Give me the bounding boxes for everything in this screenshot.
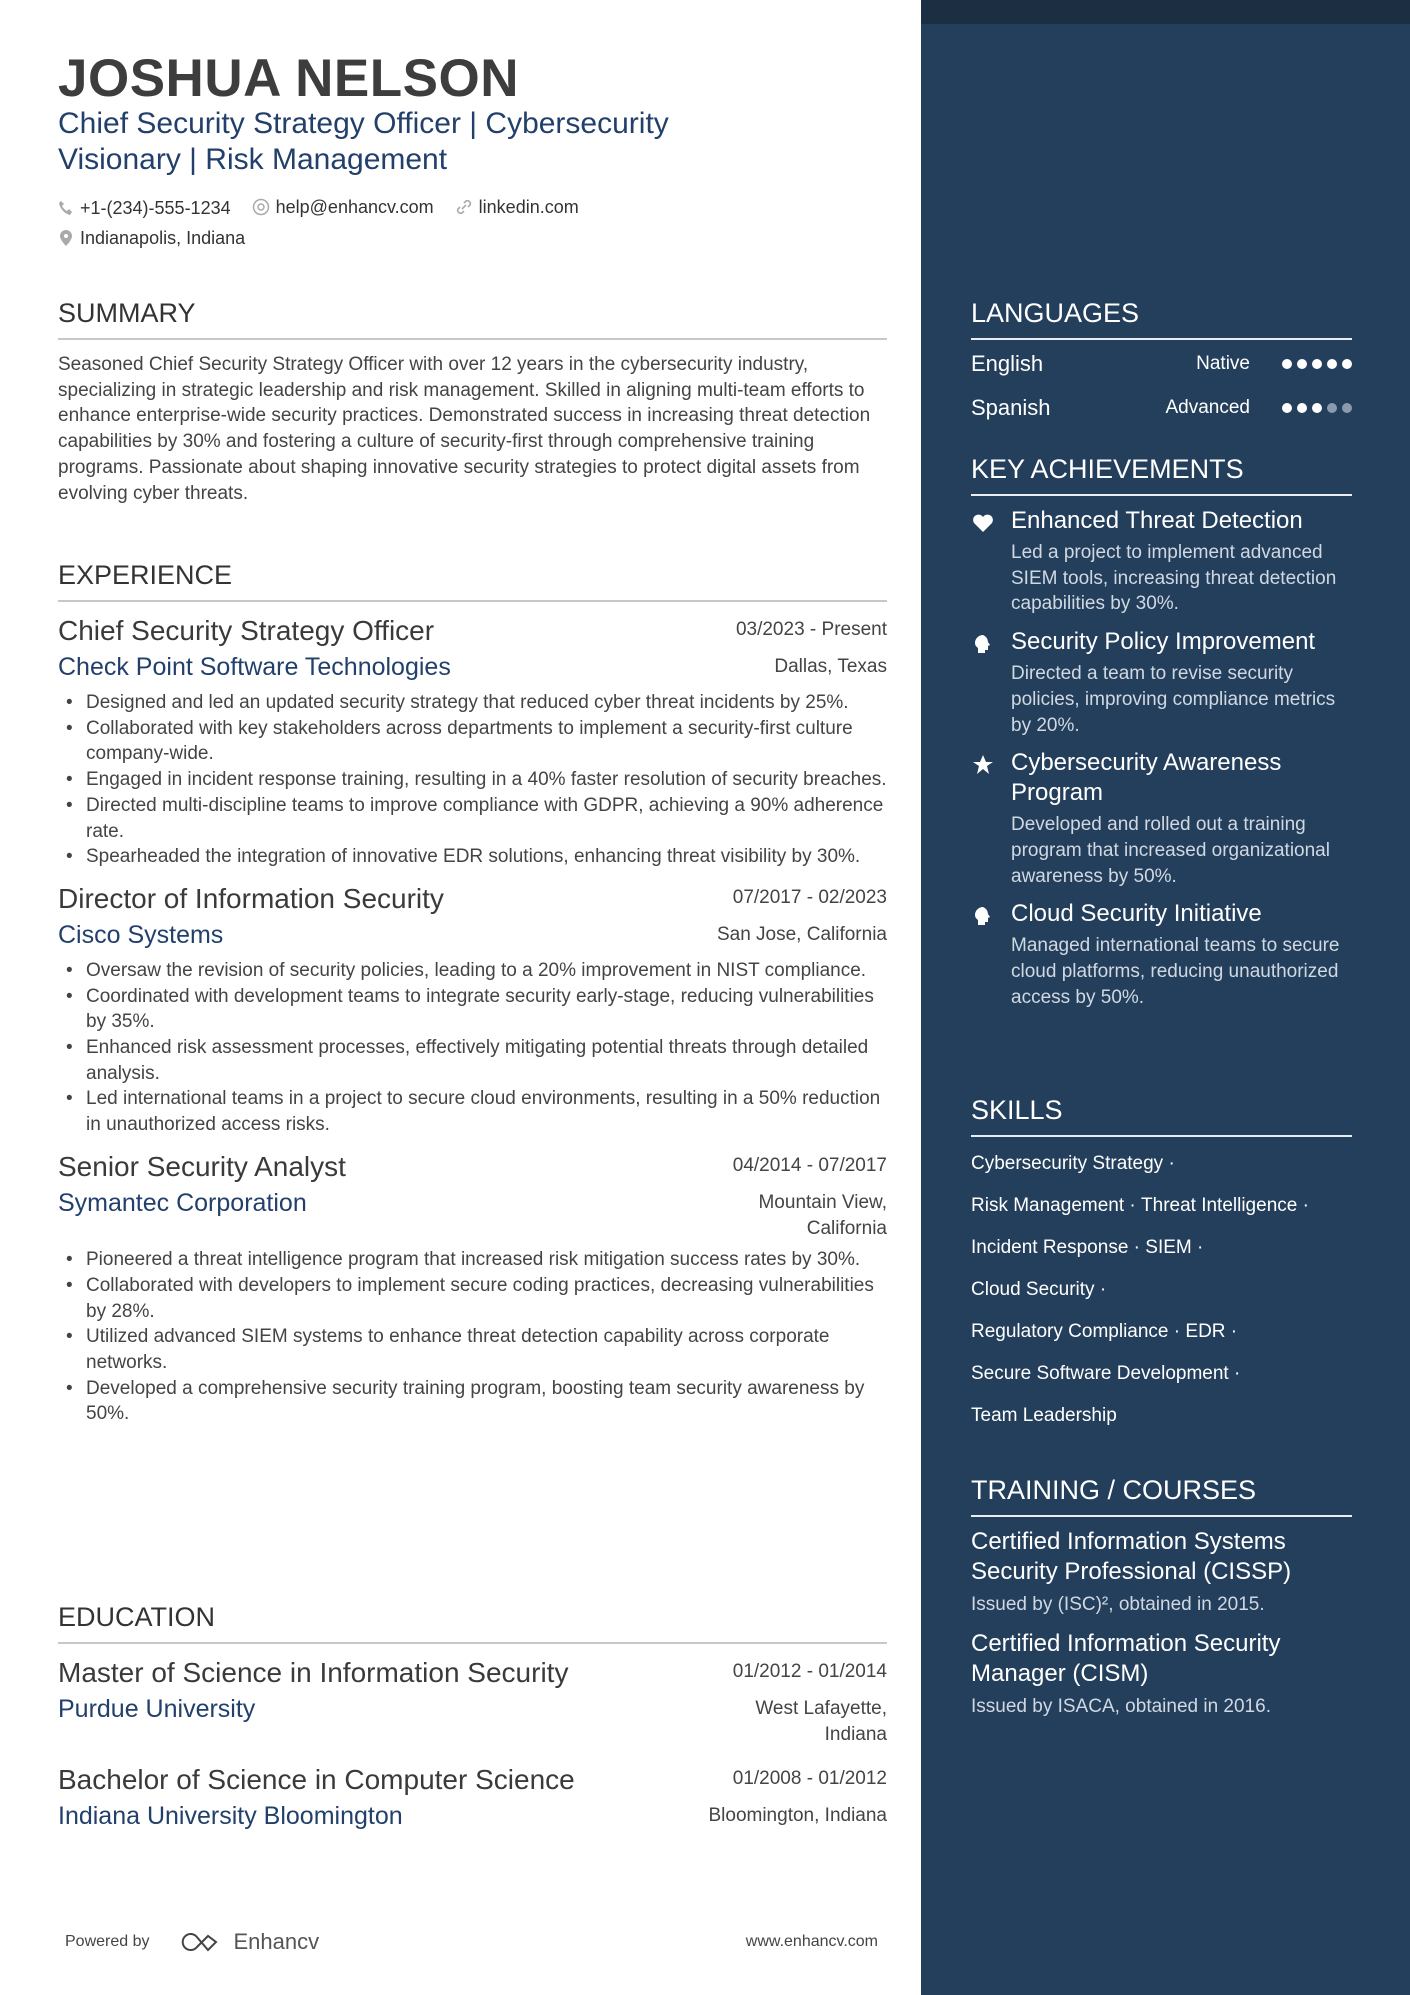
proficiency-dots	[1282, 403, 1352, 413]
school: Purdue University	[58, 1695, 256, 1723]
job-bullet: • Coordinated with development teams to integrate security early-stage, reducing vulnerabilities by 35%.	[58, 984, 887, 1035]
edu-dates: 01/2008 - 01/2012	[732, 1768, 887, 1790]
proficiency-dot	[1342, 403, 1352, 413]
job-bullet: • Developed a comprehensive security training program, boosting team security awareness by 50%.	[58, 1376, 887, 1427]
footer	[65, 1928, 878, 1956]
email[interactable]: help@enhancv.com	[275, 197, 434, 217]
summary-heading: SUMMARY	[58, 296, 887, 340]
powered-by: Powered by	[65, 1933, 150, 1950]
job-bullet: • Directed multi-discipline teams to improve compliance with GDPR, achieving a 90% adherence rate.	[58, 793, 887, 844]
summary-text: Seasoned Chief Security Strategy Officer with over 12 years in the cybersecurity industry, specializing in strategic leadership and risk management. Skilled in aligning multi-team efforts to enhance enterprise-wide security practices. Demonstrated success in increasing threat detection capabilities by 30% and fostering a culture of security-first through comprehensive training programs. Passionate about shaping innovative security strategies to protect digital assets from evolving cyber threats.	[58, 354, 871, 504]
language-name: English	[971, 351, 1044, 376]
achievement-title: Security Policy Improvement	[1011, 628, 1316, 656]
proficiency-dots	[1282, 359, 1352, 369]
proficiency-dot	[1297, 359, 1307, 369]
language-item	[971, 386, 1352, 430]
skill: Cybersecurity Strategy ·	[971, 1153, 1175, 1174]
job-dates: 03/2023 - Present	[735, 619, 887, 640]
phone-icon	[58, 200, 74, 216]
edu-dates: 01/2012 - 01/2014	[732, 1661, 887, 1682]
achievement-desc: Directed a team to revise security policies, improving compliance metrics by 20%.	[1011, 663, 1336, 736]
star-icon	[971, 753, 995, 777]
skill: Threat Intelligence ·	[1141, 1195, 1309, 1216]
head-icon	[971, 632, 995, 656]
company: Cisco Systems	[58, 920, 224, 949]
linkedin[interactable]: linkedin.com	[478, 197, 579, 217]
school: Indiana University Bloomington	[58, 1802, 403, 1831]
proficiency-dot	[1282, 403, 1292, 413]
job-dates: 04/2014 - 07/2017	[732, 1154, 887, 1176]
company: Check Point Software Technologies	[58, 653, 451, 681]
location: Indianapolis, Indiana	[80, 228, 246, 248]
education-heading: EDUCATION	[58, 1600, 887, 1644]
contact-info	[58, 193, 758, 255]
skill: Cloud Security ·	[971, 1279, 1106, 1300]
education-entry	[58, 1761, 887, 1833]
education-section	[58, 1600, 887, 1833]
proficiency-dot	[1312, 359, 1322, 369]
course-desc: Issued by (ISC)², obtained in 2015.	[971, 1594, 1265, 1615]
course-item	[971, 1629, 1352, 1721]
job-location: Mountain View, California	[758, 1191, 887, 1239]
head-icon	[971, 904, 995, 928]
enhancv-logo[interactable]	[178, 1929, 320, 1955]
training-heading: TRAINING / COURSES	[971, 1473, 1352, 1517]
experience-section	[58, 558, 887, 1427]
course-title: Certified Information Systems Security Professional (CISSP)	[971, 1528, 1292, 1585]
job-entry	[58, 1148, 887, 1427]
footer-url[interactable]: www.enhancv.com	[745, 1933, 878, 1950]
course-title: Certified Information Security Manager (CISM)	[971, 1630, 1281, 1687]
edu-location: Bloomington, Indiana	[708, 1805, 887, 1827]
achievement-desc: Led a project to implement advanced SIEM tools, increasing threat detection capabilities by 30%.	[1011, 542, 1337, 615]
education-entry	[58, 1654, 887, 1747]
proficiency-dot	[1312, 403, 1322, 413]
achievements-heading: KEY ACHIEVEMENTS	[971, 452, 1352, 496]
job-bullet: • Designed and led an updated security strategy that reduced cyber threat incidents by 25%.	[58, 690, 887, 716]
degree: Master of Science in Information Security	[58, 1657, 569, 1688]
skill: Team Leadership	[971, 1405, 1117, 1426]
achievement-item	[971, 506, 1352, 617]
proficiency-dot	[1327, 403, 1337, 413]
job-title: Chief Security Strategy Officer	[58, 615, 435, 646]
job-dates: 07/2017 - 02/2023	[732, 886, 887, 908]
link-icon	[455, 198, 473, 216]
job-bullet: • Spearheaded the integration of innovative EDR solutions, enhancing threat visibility by 30%.	[58, 844, 887, 870]
sidebar	[921, 0, 1410, 1995]
achievements-section	[971, 452, 1352, 1010]
candidate-name: JOSHUA NELSON	[58, 49, 519, 108]
languages-heading: LANGUAGES	[971, 296, 1352, 340]
skill: Secure Software Development ·	[971, 1363, 1240, 1384]
job-bullet: • Enhanced risk assessment processes, effectively mitigating potential threats through detailed analysis.	[58, 1035, 887, 1086]
skills-list	[971, 1143, 1366, 1437]
job-bullet: • Collaborated with key stakeholders across departments to implement a security-first culture company-wide.	[58, 716, 887, 767]
course-item	[971, 1527, 1352, 1619]
skill: Incident Response ·	[971, 1237, 1145, 1258]
experience-heading: EXPERIENCE	[58, 558, 887, 602]
job-bullet: • Pioneered a threat intelligence program that increased risk mitigation success rates by 30%.	[58, 1247, 887, 1273]
summary-section	[58, 296, 887, 506]
language-level: Native	[1196, 353, 1250, 374]
job-entry	[58, 880, 887, 1138]
skill: Risk Management ·	[971, 1195, 1141, 1216]
proficiency-dot	[1342, 359, 1352, 369]
job-title: Director of Information Security	[58, 882, 444, 914]
proficiency-dot	[1282, 359, 1292, 369]
company: Symantec Corporation	[58, 1188, 307, 1217]
job-location: San Jose, California	[716, 923, 887, 945]
candidate-title: Chief Security Strategy Officer | Cybersecurity Visionary | Risk Management	[58, 107, 669, 176]
job-bullet: • Utilized advanced SIEM systems to enhance threat detection capability across corporate networks.	[58, 1324, 887, 1375]
course-desc: Issued by ISACA, obtained in 2016.	[971, 1696, 1271, 1717]
job-bullet: • Led international teams in a project to secure cloud environments, resulting in a 50% reduction in unauthorized access risks.	[58, 1086, 887, 1137]
achievement-title: Cloud Security Initiative	[1011, 900, 1262, 928]
achievement-desc: Managed international teams to secure cloud platforms, reducing unauthorized access by 50%.	[1011, 935, 1340, 1008]
degree: Bachelor of Science in Computer Science	[58, 1764, 575, 1796]
achievement-item	[971, 627, 1352, 738]
achievement-desc: Developed and rolled out a training program that increased organizational awareness by 50%.	[1011, 814, 1330, 887]
enhancv-logo-icon	[178, 1930, 226, 1954]
skills-section	[971, 1093, 1352, 1437]
language-level: Advanced	[1165, 397, 1250, 418]
skill: Regulatory Compliance ·	[971, 1321, 1185, 1342]
achievement-title: Enhanced Threat Detection	[1011, 507, 1303, 534]
at-icon	[252, 198, 270, 216]
language-name: Spanish	[971, 395, 1051, 420]
skill: EDR ·	[1185, 1321, 1237, 1342]
proficiency-dot	[1297, 403, 1307, 413]
job-location: Dallas, Texas	[774, 656, 887, 677]
languages-section	[971, 296, 1352, 430]
job-entry	[58, 612, 887, 870]
location-pin-icon	[58, 229, 74, 247]
sidebar-top-band	[921, 0, 1410, 24]
skill: SIEM ·	[1145, 1237, 1203, 1258]
achievement-item	[971, 899, 1352, 1010]
achievement-title: Cybersecurity Awareness Program	[1011, 749, 1282, 807]
training-section	[971, 1473, 1352, 1721]
phone: +1-(234)-555-1234	[80, 198, 231, 218]
job-bullet: • Engaged in incident response training, resulting in a 40% faster resolution of security breaches.	[58, 767, 887, 793]
brand-name: Enhancv	[233, 1929, 320, 1954]
language-item	[971, 342, 1352, 386]
achievement-item	[971, 748, 1352, 889]
job-bullet: • Oversaw the revision of security policies, leading to a 20% improvement in NIST compliance.	[58, 958, 887, 984]
edu-location: West Lafayette, Indiana	[755, 1698, 887, 1745]
job-bullet: • Collaborated with developers to implement secure coding practices, decreasing vulnerabilities by 28%.	[58, 1273, 887, 1324]
skills-heading: SKILLS	[971, 1093, 1352, 1137]
proficiency-dot	[1327, 359, 1337, 369]
job-title: Senior Security Analyst	[58, 1150, 346, 1182]
heart-icon	[971, 511, 995, 535]
